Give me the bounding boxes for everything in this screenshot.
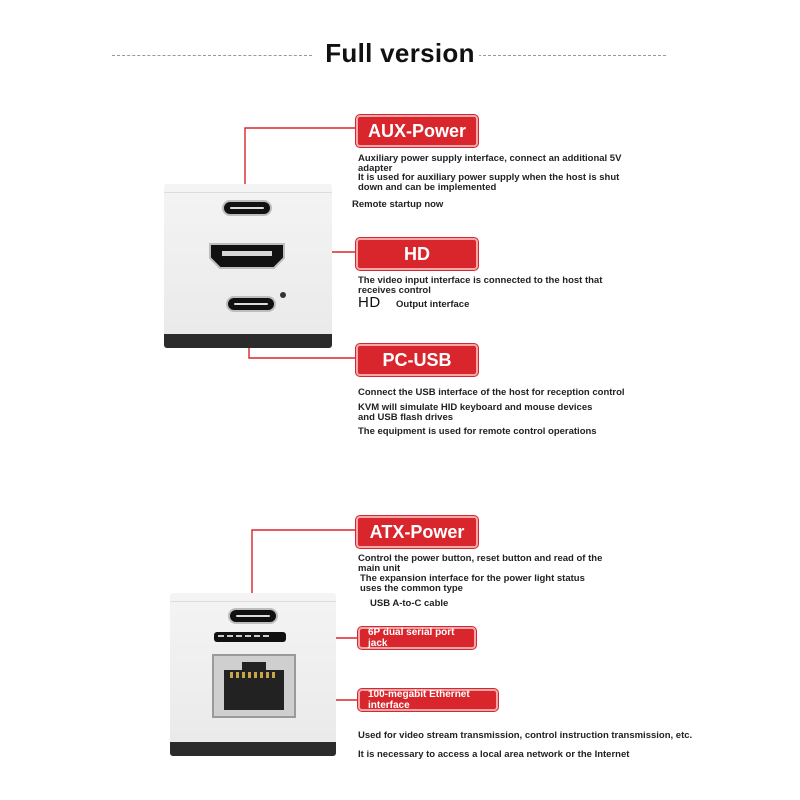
atx-power-usbc-port bbox=[228, 608, 278, 624]
hd-output-label: Output interface bbox=[396, 299, 470, 310]
tag-ethernet: 100-megabit Ethernet interface bbox=[358, 689, 498, 711]
kvm-device-bottom-view bbox=[170, 593, 336, 756]
atx-desc-4: uses the common type bbox=[360, 583, 463, 594]
hd-desc-1: The video input interface is connected to the host that bbox=[358, 275, 603, 286]
device-base bbox=[164, 334, 332, 348]
serial-port-jack bbox=[214, 632, 286, 642]
ethernet-desc-2: It is necessary to access a local area network or the Internet bbox=[358, 749, 630, 760]
hd-logo-text: HD bbox=[358, 294, 381, 311]
atx-desc-1: Control the power button, reset button and read of the bbox=[358, 553, 603, 564]
status-led bbox=[280, 292, 286, 298]
ethernet-desc-1: Used for video stream transmission, control instruction transmission, etc. bbox=[358, 730, 693, 741]
tag-serial-port: 6P dual serial port jack bbox=[358, 627, 476, 649]
ethernet-rj45-port bbox=[212, 654, 296, 718]
aux-desc-2: adapter bbox=[358, 163, 393, 174]
kvm-device-top-view bbox=[164, 184, 332, 348]
pcusb-desc-2: KVM will simulate HID keyboard and mouse devices bbox=[358, 402, 593, 413]
pcusb-desc-3: and USB flash drives bbox=[358, 412, 454, 423]
tag-aux-power: AUX-Power bbox=[356, 115, 478, 147]
pcusb-desc-4: The equipment is used for remote control operations bbox=[358, 426, 597, 437]
tag-hd: HD bbox=[356, 238, 478, 270]
aux-power-usbc-port bbox=[222, 200, 272, 216]
device-base bbox=[170, 742, 336, 756]
hdmi-port bbox=[208, 242, 286, 270]
aux-desc-1: Auxiliary power supply interface, connect an additional 5V bbox=[358, 153, 622, 164]
pcusb-desc-1: Connect the USB interface of the host for reception control bbox=[358, 387, 625, 398]
aux-desc-4: down and can be implemented bbox=[358, 182, 497, 193]
aux-desc-3: It is used for auxiliary power supply when the host is shut bbox=[358, 172, 620, 183]
hd-desc-2: receives control bbox=[358, 285, 431, 296]
atx-desc-2: main unit bbox=[358, 563, 401, 574]
tag-pc-usb: PC-USB bbox=[356, 344, 478, 376]
page-title: Full version bbox=[0, 38, 800, 69]
pc-usb-usbc-port bbox=[226, 296, 276, 312]
atx-desc-3: The expansion interface for the power light status bbox=[360, 573, 585, 584]
aux-desc-5: Remote startup now bbox=[352, 199, 444, 210]
tag-atx-power: ATX-Power bbox=[356, 516, 478, 548]
atx-desc-5: USB A-to-C cable bbox=[370, 598, 449, 609]
